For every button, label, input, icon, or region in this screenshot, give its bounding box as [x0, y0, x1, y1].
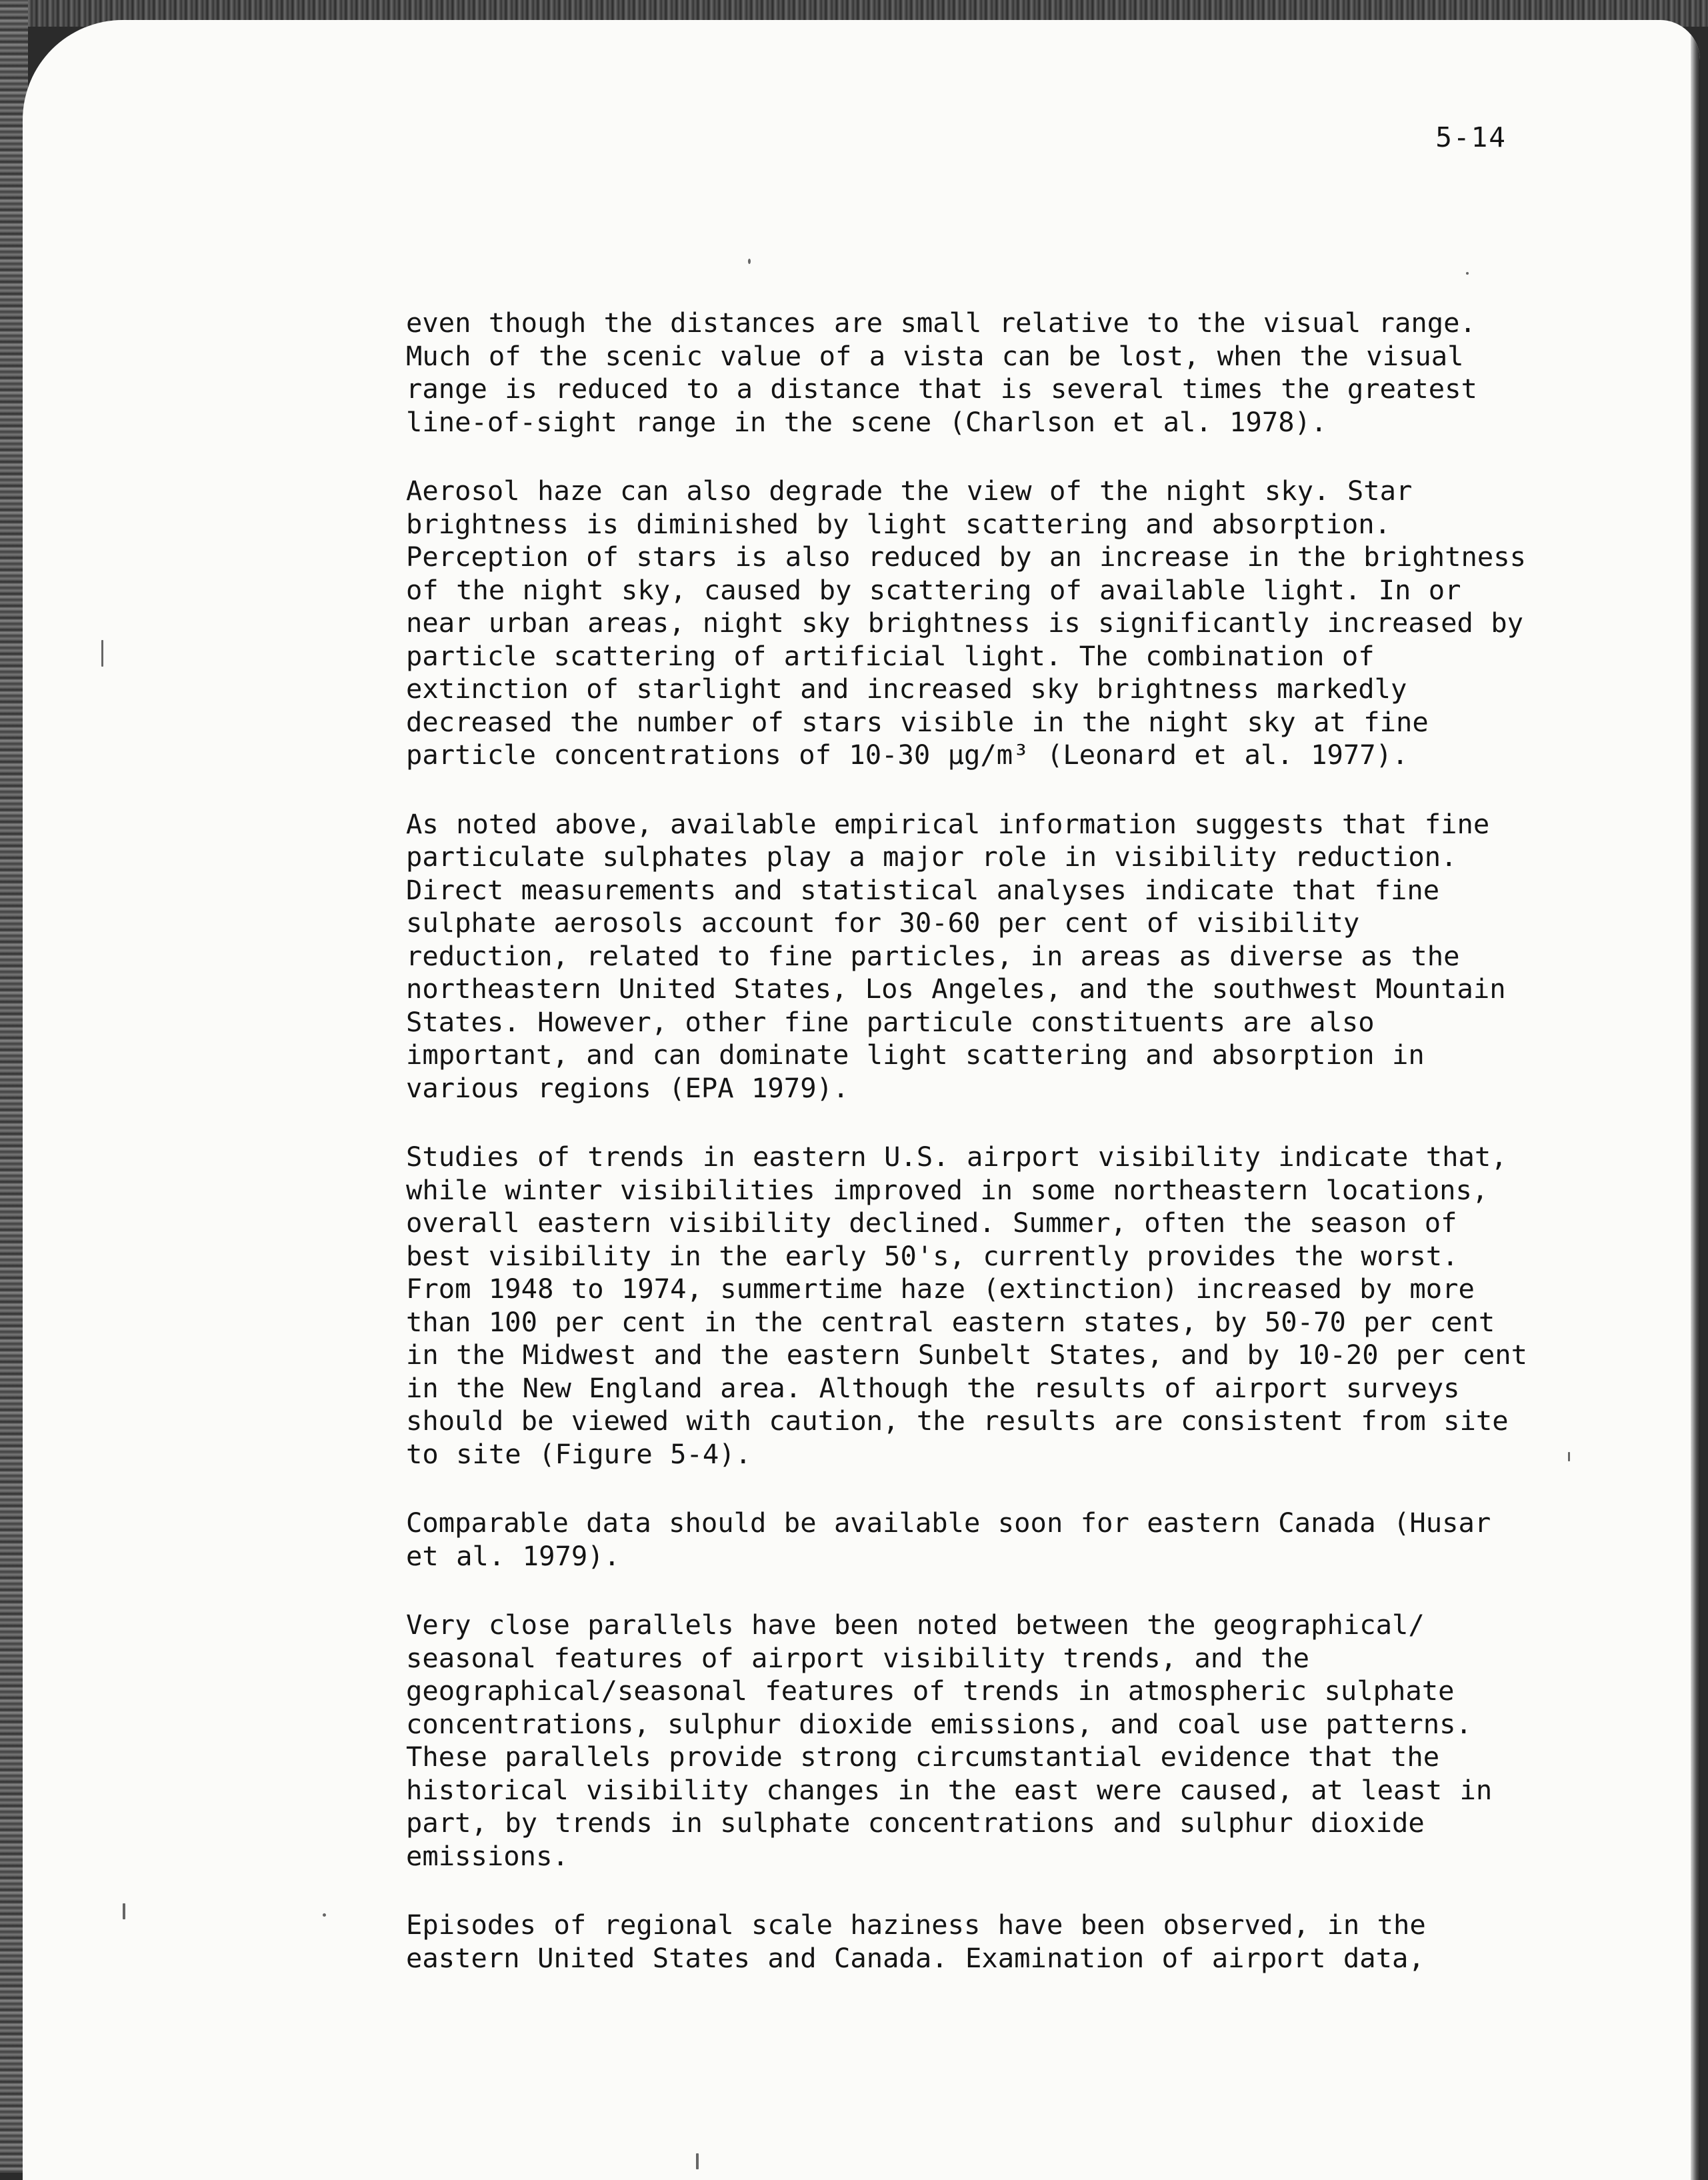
- scan-speck: [323, 1913, 326, 1917]
- paragraph-eastern-canada: Comparable data should be available soon for eastern Canada (Husar et al. 1979).: [406, 1507, 1491, 1572]
- paragraph-sulphates: As noted above, available empirical information suggests that fine particulate sulphates play a major role in visibility reduction. Direct measurements and statistical analyses indicate that fine sulphate aerosols account for 30-60 per cent of visibility reduction, related to fine particles, in areas as diverse as the northeastern United States, Los Angeles, and the southwest Mountain States. However, other fine particule constituents are also important, and can dominate light scattering and absorption in various regions (EPA 1979).: [406, 807, 1506, 1104]
- paragraph-night-sky: Aerosol haze can also degrade the view of the night sky. Star brightness is diminished by light scattering and absorption. Perception of stars is also reduced by an increase in the brightness of the night sky, caused by scattering of available light. In or near urban areas, night sky brightness is significantly increased by particle scattering of artificial light. The combination of extinction of starlight and increased sky brightness markedly decreased the number of stars visible in the night sky at fine particle concentrations of 10-30 µg/m³ (Leonard et al. 1977).: [406, 475, 1527, 771]
- paragraph-parallels: Very close parallels have been noted between the geographical/ seasonal features of airport visibility trends, and the geographical/seasonal features of trends in atmospheric sulphate concentrations, sulphur dioxide emissions, and coal use patterns. These parallels provide strong circumstantial evidence that the historical visibility changes in the east were caused, at least in part, by trends in sulphate concentrations and sulphur dioxide emissions.: [406, 1609, 1493, 1872]
- page-number: 5-14: [1435, 121, 1507, 153]
- scan-speck: [1466, 272, 1469, 275]
- document-page: [23, 20, 1700, 2180]
- paragraph-visual-range: even though the distances are small relative to the visual range. Much of the scenic value of a vista can be lost, when the visual range is reduced to a distance that is several times the greatest line-of-sight range in the scene (Charlson et al. 1978).: [406, 307, 1477, 438]
- scan-speck: [101, 640, 103, 667]
- scan-speck: [1568, 1452, 1570, 1461]
- scan-speck: [123, 1903, 125, 1919]
- scan-speck: [696, 2153, 699, 2169]
- paragraph-airport-trends: Studies of trends in eastern U.S. airport visibility indicate that, while winter visibilities improved in some northeastern locations, overall eastern visibility declined. Summer, often the season of best visibility in the early 50's, currently provides the worst. From 1948 to 1974, summertime haze (extinction) increased by more than 100 per cent in the central eastern states, by 50-70 per cent in the Midwest and the eastern Sunbelt States, and by 10-20 per cent in the New England area. Although the results of airport surveys should be viewed with caution, the results are consistent from site to site (Figure 5-4).: [406, 1141, 1528, 1470]
- paragraph-episodes: Episodes of regional scale haziness have been observed, in the eastern United States and Canada. Examination of airport data,: [406, 1909, 1426, 1974]
- page-right-edge: [1691, 20, 1700, 2180]
- scan-speck: [748, 259, 751, 264]
- body-text: [406, 307, 1579, 2011]
